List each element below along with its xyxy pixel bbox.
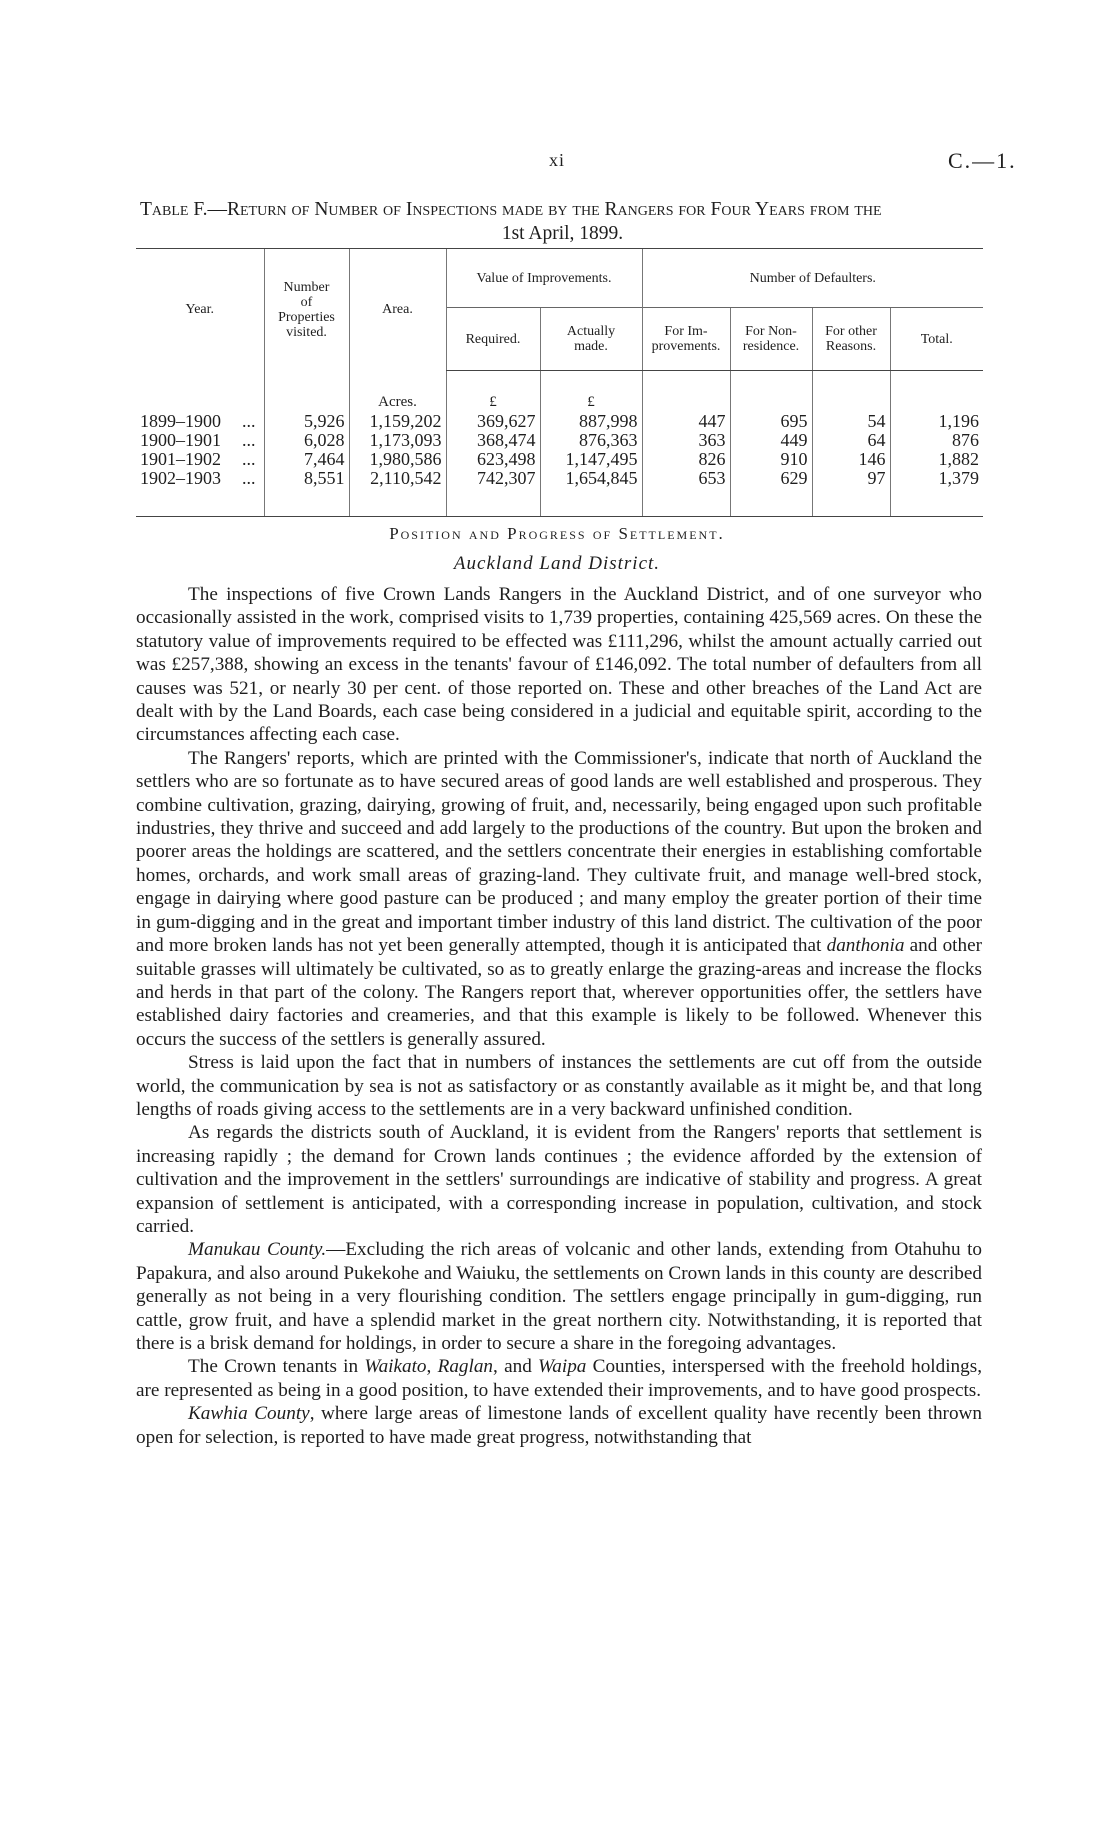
paragraph: The Rangers' reports, which are printed with the Commissioner's, indicate that north of Auckland the settlers who are so fortunate as to have secured areas of good lands are well established and prosperous. They combine cultivation, grazing, dairying, growing of fruit, and, necessarily, being engaged upon such profitable industries, they thrive and succeed and add largely to the productions of the country. But upon the broken and poorer areas the holdings are scattered, and the settlers concentrate their energies in establishing comfortable homes, orchards, and work small areas of grazing-land. They cultivate fruit, and manage well-bred stock, engage in dairying where good pasture can be produced ; and many employ the greater portion of their time in gum-digging and in the great and important timber industry of this land district. The cultivation of the poor and more broken lands has not yet been generally attempted, though it is anticipated that danthonia and other suitable grasses will ultimately be cultivated, so as to greatly enlarge the grazing-areas and increase the flocks and herds in that part of the colony. The Rangers report that, wherever opportunities offer, the settlers have established dairy factories and creameries, and that this example is likely to be followed. Whenever this occurs the success of the settlers is generally assured. [136, 747, 983, 1050]
inspections-table [136, 248, 983, 517]
nonresidence-cell: 910 [730, 450, 812, 469]
number-cell: 6,028 [264, 431, 349, 450]
actually-made-cell: 876,363 [540, 431, 642, 450]
table-row: 1899–1900 ... 5,926 1,159,202 369,627 887,998 447 695 54 1,196 [136, 412, 983, 431]
body-text [136, 583, 982, 1449]
table-caption-line2: 1st April, 1899. [501, 223, 624, 244]
unit-acres: Acres. [349, 371, 446, 413]
units-row [136, 371, 983, 413]
section-title: Position and Progress of Settlement. [389, 524, 725, 543]
year-cell: 1901–1902 [140, 449, 221, 469]
total-cell: 1,196 [890, 412, 983, 431]
table-row: 1902–1903 ... 8,551 2,110,542 742,307 1,654,845 653 629 97 1,379 [136, 469, 983, 517]
area-cell: 1,980,586 [349, 450, 446, 469]
table-caption-line1: —Return of Number of Inspections made by the Rangers for Four Years from the [207, 199, 882, 220]
header-for-other-reasons: For other Reasons. [812, 308, 890, 371]
required-cell: 623,498 [446, 450, 540, 469]
header-for-improvements: For Im- provements. [642, 308, 730, 371]
area-cell: 1,173,093 [349, 431, 446, 450]
paragraph: The Crown tenants in Waikato, Raglan, and Waipa Counties, interspersed with the freehold holdings, are represented as being in a good position, to have extended their improvements, and to have good prospects. [136, 1356, 982, 1401]
nonresidence-cell: 695 [730, 412, 812, 431]
other-cell: 146 [812, 450, 890, 469]
improvements-cell: 826 [642, 450, 730, 469]
header-number-visited: Number of Properties visited. [264, 249, 349, 371]
total-cell: 1,379 [890, 469, 983, 517]
year-cell: 1900–1901 [140, 430, 221, 450]
italic-term: danthonia [826, 935, 905, 957]
county-heading: Manukau County. [188, 1239, 327, 1261]
unit-pound-made: £ [540, 371, 642, 413]
nonresidence-cell: 449 [730, 431, 812, 450]
required-cell: 369,627 [446, 412, 540, 431]
county-name: Raglan [437, 1356, 494, 1378]
area-cell: 1,159,202 [349, 412, 446, 431]
number-cell: 8,551 [264, 469, 349, 517]
table-label: Table F. [140, 199, 208, 220]
number-cell: 5,926 [264, 412, 349, 431]
other-cell: 54 [812, 412, 890, 431]
actually-made-cell: 1,654,845 [540, 469, 642, 517]
paragraph: As regards the districts south of Auckland, it is evident from the Rangers' reports that settlement is increasing rapidly ; the demand for Crown lands continues ; the evidence afforded by the extension of cultivation and the improvement in the settlers' surroundings are indicative of stability and progress. A great expansion of settlement is anticipated, with a corresponding increase in population, cultivation, and stock carried. [136, 1122, 982, 1237]
required-cell: 742,307 [446, 469, 540, 517]
required-cell: 368,474 [446, 431, 540, 450]
other-cell: 64 [812, 431, 890, 450]
paragraph: Kawhia County, where large areas of limestone lands of excellent quality have recently been thrown open for selection, is reported to have made great progress, notwithstanding that [136, 1403, 982, 1448]
header-total: Total. [890, 308, 983, 371]
area-cell: 2,110,542 [349, 469, 446, 517]
year-cell: 1902–1903 [140, 468, 221, 488]
header-year: Year. [136, 249, 264, 371]
actually-made-cell: 1,147,495 [540, 450, 642, 469]
paragraph: Stress is laid upon the fact that in numbers of instances the settlements are cut off from the outside world, the communication by sea is not as satisfactory or as constantly available as it might be, and that long lengths of roads giving access to the settlements are in a very backward unfinished condition. [136, 1052, 982, 1120]
total-cell: 876 [890, 431, 983, 450]
paragraph: Manukau County.—Excluding the rich areas of volcanic and other lands, extending from Otahuhu to Papakura, and also around Pukekohe and Waiuku, the settlements on Crown lands in this county are described generally as not being in a very flourishing condition. The settlers engage principally in gum-digging, run cattle, grow fruit, and have a splendid market in the great northern city. Notwithstanding, it is reported that there is a brisk demand for holdings, in order to secure a share in the foregoing advantages. [136, 1239, 982, 1354]
county-name: Waikato [364, 1356, 427, 1378]
district-title: Auckland Land District. [453, 553, 661, 574]
county-name: Waipa [538, 1356, 587, 1378]
header-value-of-improvements: Value of Improvements. [446, 249, 642, 308]
improvements-cell: 653 [642, 469, 730, 517]
page-number: xi [548, 150, 565, 170]
header-actually-made: Actually made. [540, 308, 642, 371]
header-number-of-defaulters: Number of Defaulters. [642, 249, 983, 308]
unit-pound-required: £ [446, 371, 540, 413]
improvements-cell: 447 [642, 412, 730, 431]
header-required: Required. [446, 308, 540, 371]
actually-made-cell: 887,998 [540, 412, 642, 431]
improvements-cell: 363 [642, 431, 730, 450]
county-heading: Kawhia County [188, 1403, 310, 1425]
table-caption [140, 198, 985, 246]
nonresidence-cell: 629 [730, 469, 812, 517]
table-row: 1901–1902 ... 7,464 1,980,586 623,498 1,147,495 826 910 146 1,882 [136, 450, 983, 469]
total-cell: 1,882 [890, 450, 983, 469]
other-cell: 97 [812, 469, 890, 517]
number-cell: 7,464 [264, 450, 349, 469]
document-reference: C.—1. [948, 148, 1017, 173]
paragraph: The inspections of five Crown Lands Rangers in the Auckland District, and of one surveyor who occasionally assisted in the work, comprised visits to 1,739 properties, containing 425,569 acres. On these the statutory value of improvements required to be effected was £111,296, whilst the amount actually carried out was £257,388, showing an excess in the tenants' favour of £146,092. The total number of defaulters from all causes was 521, or nearly 30 per cent. of those reported on. These and other breaches of the Land Act are dealt with by the Land Boards, each case being considered in a judicial and equitable spirit, according to the circumstances affecting each case. [136, 584, 982, 746]
header-for-nonresidence: For Non- residence. [730, 308, 812, 371]
table-row: 1900–1901 ... 6,028 1,173,093 368,474 876,363 363 449 64 876 [136, 431, 983, 450]
header-area: Area. [349, 249, 446, 371]
year-cell: 1899–1900 [140, 411, 221, 431]
